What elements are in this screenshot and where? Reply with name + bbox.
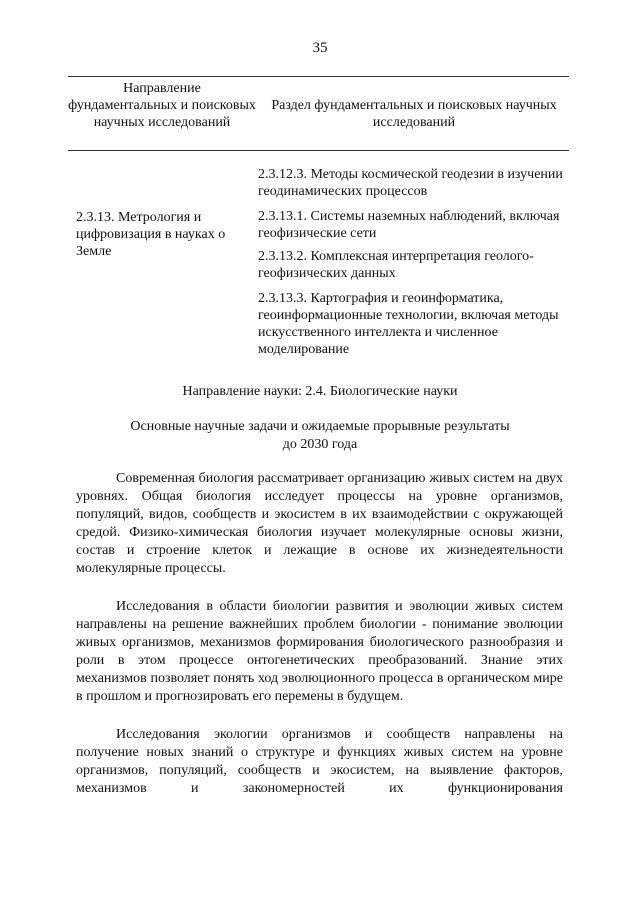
table-top-rule	[68, 76, 569, 77]
table-header-direction: Направление фундаментальных и поисковых научных исследований	[68, 81, 256, 130]
table-cell-section: 2.3.13.2. Комплексная интерпретация геолого-геофизических данных	[258, 249, 534, 281]
table-cell-direction: 2.3.13. Метрология и цифровизация в науках о Земле	[76, 210, 226, 259]
table-cell-section: 2.3.13.1. Системы наземных наблюдений, включая геофизические сети	[258, 209, 560, 241]
page-number: 35	[312, 40, 328, 56]
body-paragraph: Исследования в области биологии развития и эволюции живых систем направлены на решение важнейших проблем биологии - понимание эволюции живых организмов, механизмов формирования биологического разнообразия и роли в этом процессе онтогенетических преобразований. Знание этих механизмов позволяет понять ход эволюционного процесса в органическом мире в прошлом и прогнозировать его перемены в будущем.	[76, 599, 563, 704]
body-paragraph: Современная биология рассматривает организацию живых систем на двух уровнях. Общая биология исследует процессы на уровне организмов, популяций, видов, сообществ и экосистем в их взаимодействии с окружающей средой. Физико-химическая биология изучает молекулярные основы жизни, состав и строение клеток и лежащие в основе их жизнедеятельности молекулярные процессы.	[76, 471, 563, 576]
table-cell-section: 2.3.13.3. Картография и геоинформатика, геоинформационные технологии, включая методы искусственного интеллекта и численное моделирование	[258, 291, 559, 357]
tasks-heading	[68, 418, 572, 454]
tasks-heading-line: до 2030 года	[282, 437, 358, 452]
table-cell-section: 2.3.12.3. Методы космической геодезии в изучении геодинамических процессов	[258, 167, 563, 199]
table-header-rule	[68, 150, 569, 151]
science-direction-heading: Направление науки: 2.4. Биологические науки	[182, 384, 458, 399]
tasks-heading-line: Основные научные задачи и ожидаемые прорывные результаты	[130, 419, 510, 434]
table-header-section: Раздел фундаментальных и поисковых научных исследований	[271, 98, 557, 130]
body-paragraph: Исследования экологии организмов и сообществ направлены на получение новых знаний о структуре и функциях живых систем на уровне организмов, популяций, сообществ и экосистем, на выявление факторов, механизмов и закономерностей их функционирования	[76, 727, 563, 796]
